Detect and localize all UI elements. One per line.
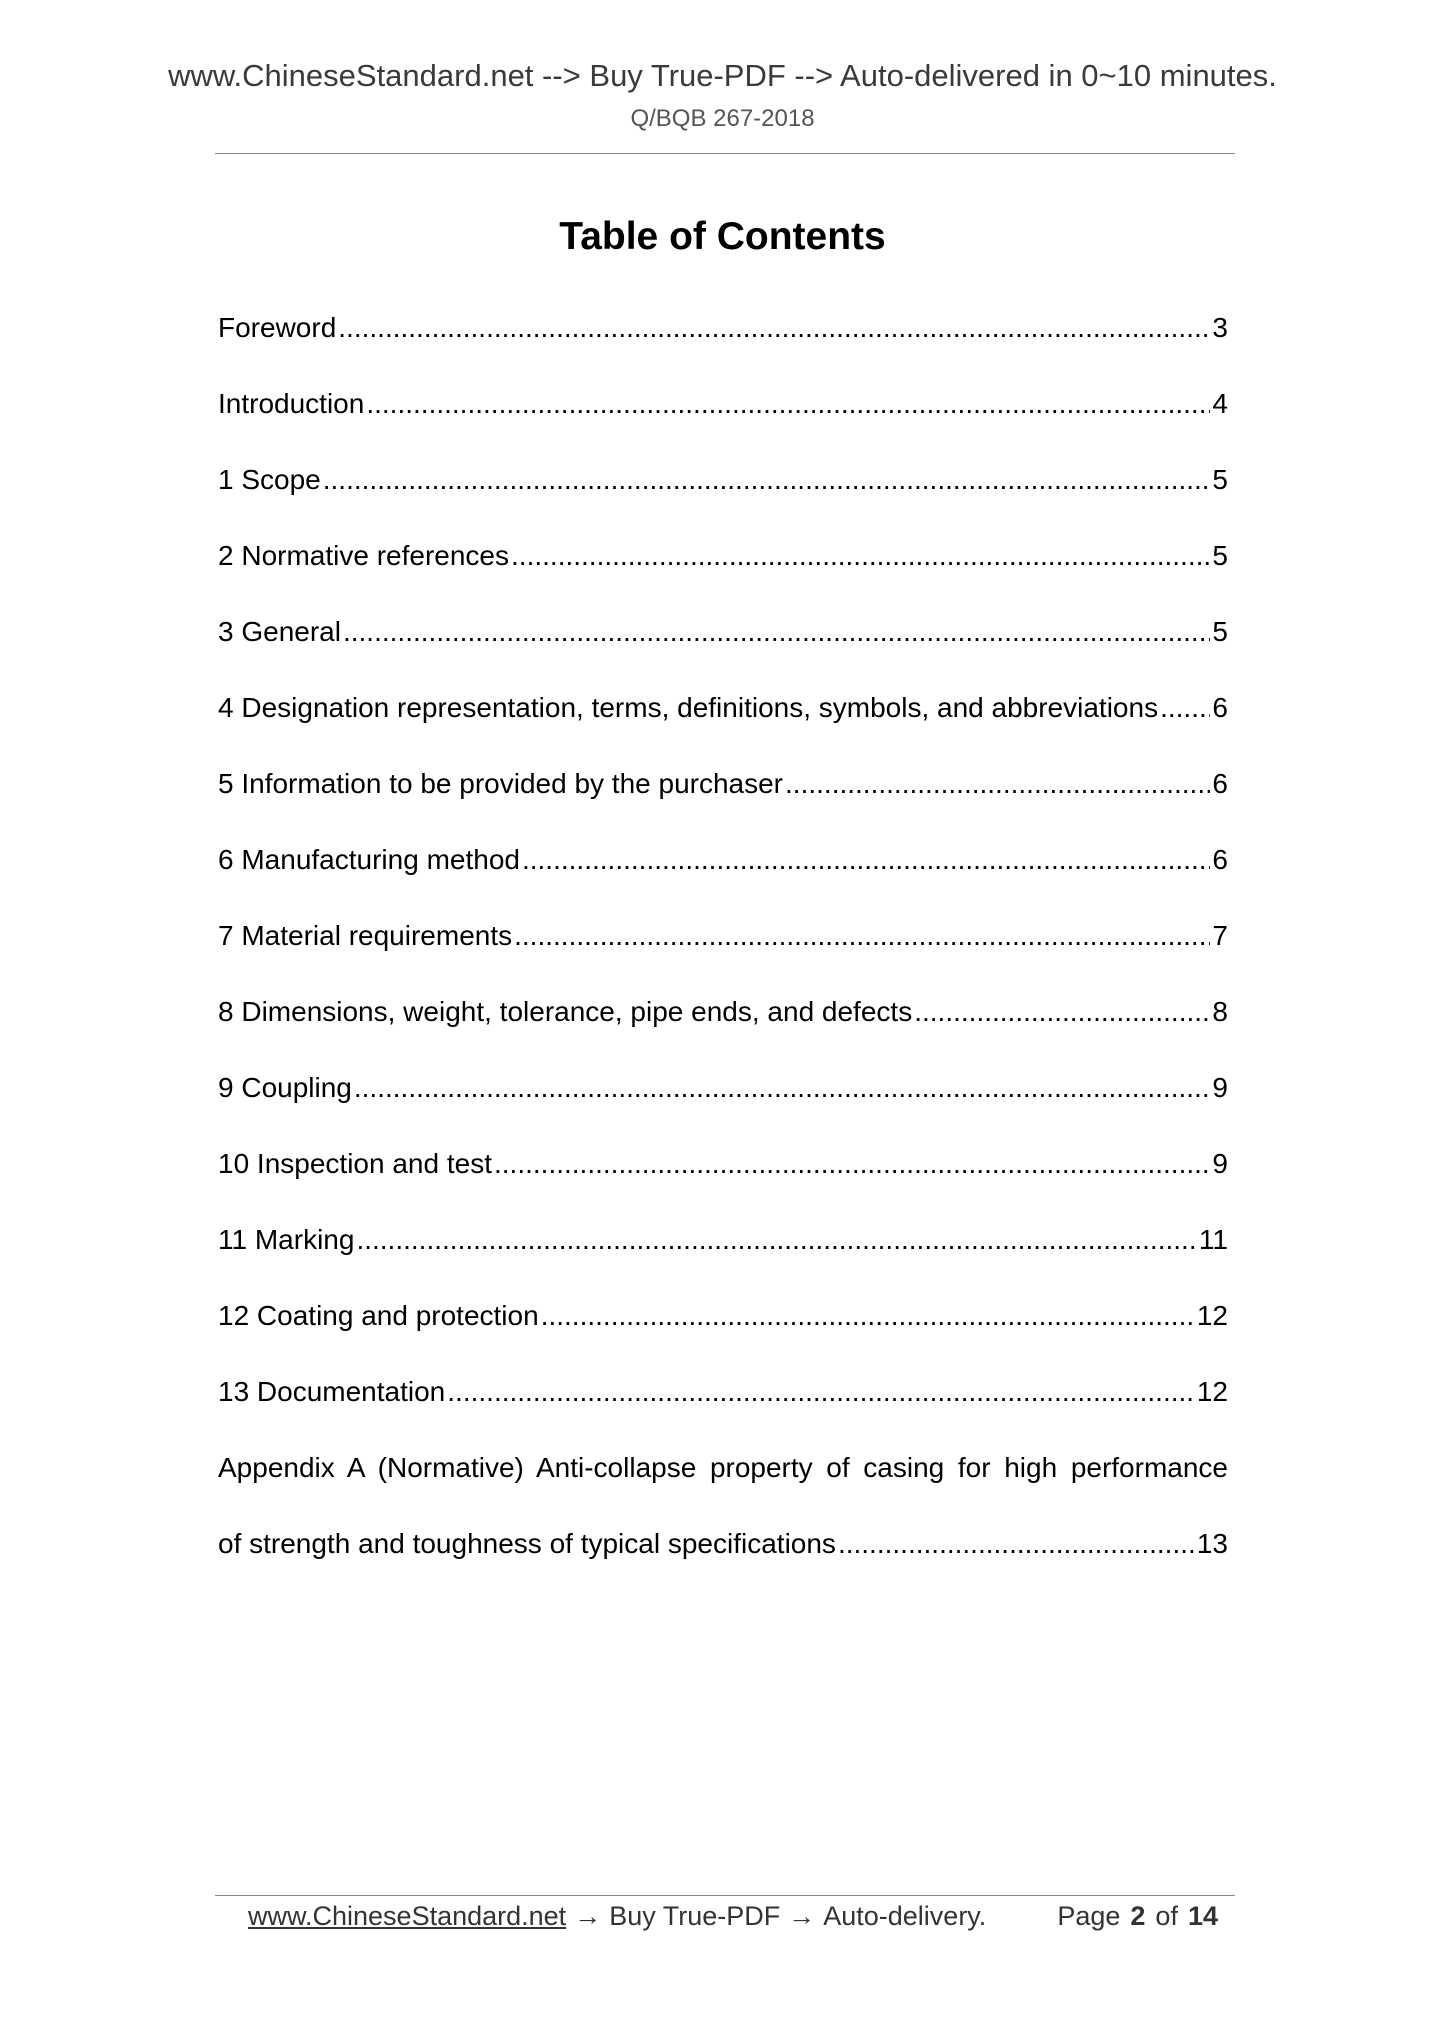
toc-leader-dots	[1160, 686, 1210, 730]
toc-entry-label: 6 Manufacturing method	[218, 844, 520, 875]
toc-entry-page: 4	[1212, 388, 1228, 419]
footer-page-word: Page	[1057, 1901, 1121, 1931]
top-banner: www.ChineseStandard.net --> Buy True-PDF --> Auto-delivered in 0~10 minutes.	[168, 58, 1277, 93]
toc-leader-dots	[343, 610, 1210, 654]
toc-leader-dots	[514, 914, 1210, 958]
toc-entry-page: 6	[1212, 844, 1228, 875]
toc-entry-appendix	[218, 1522, 1228, 1598]
arrow-right-icon: →	[574, 1901, 602, 1931]
footer-website-link: www.ChineseStandard.net	[248, 1901, 567, 1931]
toc-entry	[218, 458, 1228, 534]
toc-entry	[218, 838, 1228, 914]
toc-entry-page: 6	[1212, 692, 1228, 723]
toc-entry	[218, 1294, 1228, 1370]
footer-page-total: 14	[1187, 1901, 1218, 1931]
toc-leader-dots	[323, 458, 1211, 502]
footer-of-word: of	[1155, 1901, 1178, 1931]
toc-entry-label: 7 Material requirements	[218, 920, 513, 951]
toc-leader-dots	[785, 762, 1210, 806]
toc-entry-label: 2 Normative references	[218, 540, 510, 571]
toc-entry-page: 5	[1212, 464, 1228, 495]
toc-entry	[218, 1370, 1228, 1446]
toc-leader-dots	[914, 990, 1210, 1034]
toc-entry	[218, 1142, 1228, 1218]
footer-buy-text: Buy True-PDF	[609, 1901, 781, 1931]
toc-entry-label: 13 Documentation	[218, 1376, 446, 1407]
page-footer	[248, 1898, 1218, 1934]
toc-entry-label: 3 General	[218, 616, 341, 647]
toc-entry-page: 7	[1212, 920, 1228, 951]
toc-entry-label: 10 Inspection and test	[218, 1148, 492, 1179]
toc-leader-dots	[522, 838, 1210, 882]
table-of-contents	[218, 306, 1228, 1598]
toc-entry-label: 8 Dimensions, weight, tolerance, pipe ends, and defects	[218, 996, 913, 1027]
toc-entry-label: 1 Scope	[218, 464, 321, 495]
toc-leader-dots	[447, 1370, 1195, 1414]
toc-entry	[218, 306, 1228, 382]
toc-entry-label: 9 Coupling	[218, 1072, 352, 1103]
toc-entry	[218, 1066, 1228, 1142]
toc-entry-page: 5	[1212, 540, 1228, 571]
footer-delivery-text: Auto-delivery.	[823, 1901, 987, 1931]
toc-entry-label: 5 Information to be provided by the purchaser	[218, 768, 784, 799]
footer-page-current: 2	[1130, 1901, 1146, 1931]
toc-entry-page: 5	[1212, 616, 1228, 647]
toc-entry-label: 12 Coating and protection	[218, 1300, 539, 1331]
page-title: Table of Contents	[559, 215, 886, 258]
toc-leader-dots	[338, 306, 1210, 350]
toc-entry-page: 13	[1196, 1528, 1228, 1559]
toc-entry	[218, 1218, 1228, 1294]
toc-entry-page: 3	[1212, 312, 1228, 343]
toc-entry	[218, 990, 1228, 1066]
toc-entry-page: 6	[1212, 768, 1228, 799]
toc-entry	[218, 534, 1228, 610]
toc-entry-page: 12	[1196, 1376, 1228, 1407]
toc-entry	[218, 762, 1228, 838]
document-code: Q/BQB 267-2018	[630, 105, 815, 132]
toc-entry-label: Foreword	[218, 312, 337, 343]
toc-entry	[218, 914, 1228, 990]
toc-leader-dots	[511, 534, 1210, 578]
toc-leader-dots	[366, 382, 1210, 426]
toc-leader-dots	[838, 1522, 1195, 1566]
toc-entry-page: 9	[1212, 1148, 1228, 1179]
toc-entry-label: Introduction	[218, 388, 365, 419]
toc-appendix-title-line1: Appendix A (Normative) Anti-collapse property of casing for high performance	[218, 1452, 1228, 1483]
toc-entry-label: 11 Marking	[218, 1224, 355, 1255]
toc-leader-dots	[356, 1218, 1196, 1262]
toc-leader-dots	[494, 1142, 1210, 1186]
toc-leader-dots	[541, 1294, 1195, 1338]
toc-entry-page: 12	[1196, 1300, 1228, 1331]
footer-divider	[215, 1895, 1235, 1896]
arrow-right-icon: →	[788, 1901, 816, 1931]
toc-leader-dots	[354, 1066, 1211, 1110]
toc-entry-page: 11	[1198, 1224, 1228, 1255]
toc-appendix-title-line2: of strength and toughness of typical specifications	[218, 1528, 836, 1559]
toc-entry	[218, 382, 1228, 458]
toc-entry	[218, 610, 1228, 686]
header-divider	[215, 153, 1235, 154]
toc-entry-page: 8	[1212, 996, 1228, 1027]
toc-entry-label: 4 Designation representation, terms, definitions, symbols, and abbreviations	[218, 692, 1159, 723]
toc-entry	[218, 686, 1228, 762]
toc-entry-page: 9	[1212, 1072, 1228, 1103]
